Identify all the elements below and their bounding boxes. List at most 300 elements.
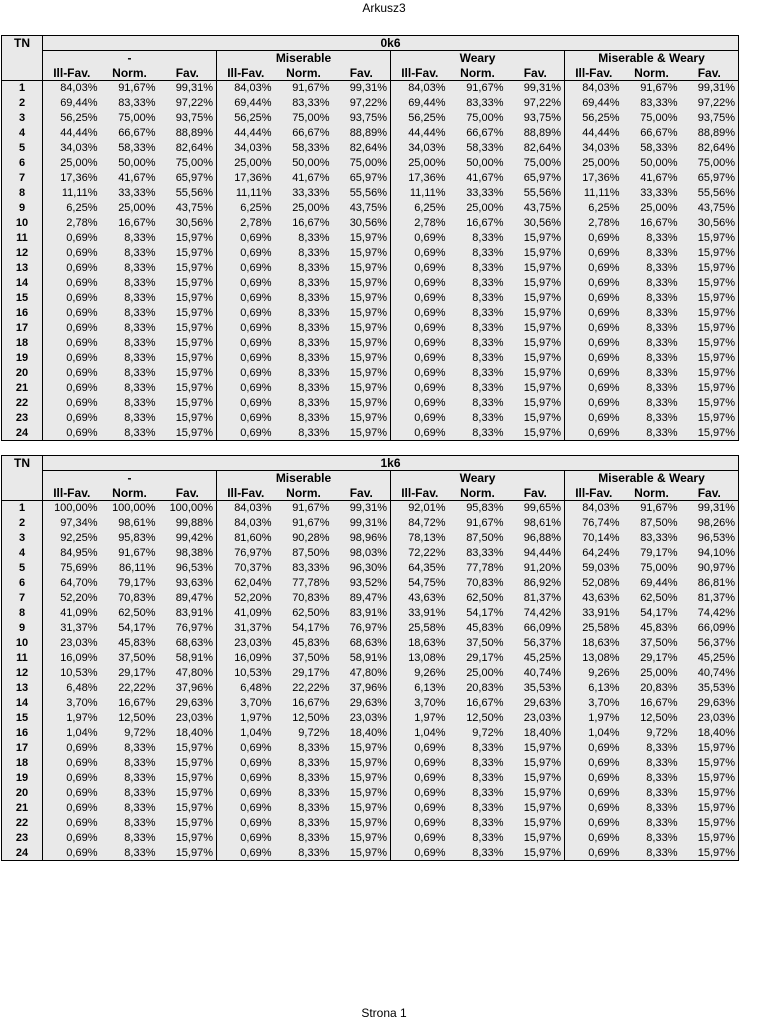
table-cell: 0,69% xyxy=(66,772,98,784)
table-cell: 8,33% xyxy=(298,232,330,244)
table-cell: 0,69% xyxy=(66,307,98,319)
table-cell: 69,44% xyxy=(640,577,678,589)
table-cell: 72,22% xyxy=(391,546,449,561)
table-cell: 0,69% xyxy=(66,787,98,799)
table-cell: 15,97% xyxy=(681,396,739,411)
table-cell: 15,97% xyxy=(349,742,387,754)
table-cell: 25,58% xyxy=(391,621,449,636)
table-cell: 65,97% xyxy=(175,172,213,184)
table-cell: 69,44% xyxy=(391,96,449,111)
table-cell: 58,33% xyxy=(640,142,678,154)
table-cell: 8,33% xyxy=(646,397,678,409)
table-cell: 8,33% xyxy=(124,382,156,394)
table-cell: 0,69% xyxy=(565,411,623,426)
table-cell: 62,50% xyxy=(292,607,330,619)
table-cell: 83,33% xyxy=(640,97,678,109)
table-cell: 15,97% xyxy=(175,367,213,379)
table-cell: 8,33% xyxy=(472,367,504,379)
row-number: 10 xyxy=(2,636,43,651)
table-cell: 22,22% xyxy=(292,682,330,694)
row-number: 12 xyxy=(2,666,43,681)
table-cell: 56,25% xyxy=(217,111,275,126)
table-cell: 8,33% xyxy=(275,846,333,861)
table-cell: 8,33% xyxy=(472,397,504,409)
table-row xyxy=(2,726,739,741)
row-number: 8 xyxy=(2,606,43,621)
page-footer: Strona 1 xyxy=(361,1006,407,1020)
table-cell: 30,56% xyxy=(349,217,387,229)
table-cell: 15,97% xyxy=(681,231,739,246)
table-cell: 58,91% xyxy=(175,652,213,664)
table-cell: 95,83% xyxy=(466,502,504,515)
table-cell: 47,80% xyxy=(175,667,213,679)
row-number: 10 xyxy=(2,216,43,231)
table-cell: 8,33% xyxy=(646,322,678,334)
table-cell: 84,03% xyxy=(217,501,275,516)
table-cell: 8,33% xyxy=(646,802,678,814)
table-cell: 15,97% xyxy=(523,412,561,424)
table-cell: 8,33% xyxy=(646,292,678,304)
table-cell: 45,83% xyxy=(118,637,156,649)
table-cell: 0,69% xyxy=(565,336,623,351)
table-cell: 29,63% xyxy=(681,696,739,711)
table-row xyxy=(2,156,739,171)
table-cell: 1,04% xyxy=(565,726,623,741)
row-number: 3 xyxy=(2,531,43,546)
table-cell: 0,69% xyxy=(391,246,449,261)
table-cell: 8,33% xyxy=(646,832,678,844)
table-cell: 56,37% xyxy=(681,636,739,651)
table-cell: 8,33% xyxy=(298,337,330,349)
table-cell: 15,97% xyxy=(175,832,213,844)
table-cell: 15,97% xyxy=(523,262,561,274)
table-cell: 45,25% xyxy=(523,652,561,664)
table-cell: 15,97% xyxy=(349,307,387,319)
table-cell: 16,09% xyxy=(217,651,275,666)
column-header: Ill-Fav. xyxy=(43,486,101,501)
table-cell: 29,63% xyxy=(349,697,387,709)
table-cell: 76,97% xyxy=(349,622,387,634)
table-cell: 54,17% xyxy=(118,622,156,634)
table-cell: 45,25% xyxy=(681,651,739,666)
row-number: 17 xyxy=(2,321,43,336)
table-cell: 8,33% xyxy=(124,817,156,829)
table-cell: 15,97% xyxy=(349,322,387,334)
table-cell: 1,97% xyxy=(217,711,275,726)
table-row xyxy=(2,801,739,816)
table-cell: 64,35% xyxy=(391,561,449,576)
row-number: 13 xyxy=(2,261,43,276)
table-cell: 15,97% xyxy=(523,817,561,829)
table-cell: 0,69% xyxy=(217,756,275,771)
table-cell: 93,75% xyxy=(349,112,387,124)
table-cell: 43,75% xyxy=(349,202,387,214)
table-cell: 96,88% xyxy=(523,532,561,544)
table-cell: 8,33% xyxy=(646,262,678,274)
table-row xyxy=(2,396,739,411)
table-cell: 8,33% xyxy=(472,277,504,289)
table-cell: 58,33% xyxy=(466,142,504,154)
title-row xyxy=(2,36,739,51)
table-cell: 2,78% xyxy=(217,216,275,231)
table-cell: 33,33% xyxy=(640,187,678,199)
table-cell: 0,69% xyxy=(391,261,449,276)
row-number: 23 xyxy=(2,831,43,846)
table-cell: 15,97% xyxy=(523,787,561,799)
table-cell: 0,69% xyxy=(391,231,449,246)
table-cell: 8,33% xyxy=(101,846,159,861)
table-cell: 6,25% xyxy=(217,201,275,216)
tn-header: TN xyxy=(2,456,43,501)
table-cell: 15,97% xyxy=(681,816,739,831)
table-cell: 16,67% xyxy=(640,217,678,229)
table-cell: 55,56% xyxy=(523,187,561,199)
table-cell: 8,33% xyxy=(275,426,333,441)
table-cell: 0,69% xyxy=(391,381,449,396)
table-cell: 25,00% xyxy=(640,667,678,679)
table-cell: 8,33% xyxy=(646,247,678,259)
table-cell: 15,97% xyxy=(349,412,387,424)
table-cell: 70,14% xyxy=(565,531,623,546)
table-cell: 15,97% xyxy=(175,397,213,409)
table-cell: 15,97% xyxy=(681,741,739,756)
table-cell: 15,97% xyxy=(681,411,739,426)
table-cell: 45,83% xyxy=(640,622,678,634)
table-cell: 23,03% xyxy=(175,712,213,724)
table-cell: 37,96% xyxy=(175,682,213,694)
table-cell: 8,33% xyxy=(472,262,504,274)
table-cell: 0,69% xyxy=(565,276,623,291)
table-cell: 76,97% xyxy=(175,622,213,634)
table-cell: 18,40% xyxy=(681,726,739,741)
table-cell: 99,31% xyxy=(349,517,387,529)
table-cell: 0,69% xyxy=(565,816,623,831)
group-header-row xyxy=(2,471,739,486)
table-cell: 13,08% xyxy=(391,651,449,666)
table-cell: 3,70% xyxy=(217,696,275,711)
table-row xyxy=(2,231,739,246)
table-cell: 20,83% xyxy=(466,682,504,694)
table-cell: 0,69% xyxy=(66,337,98,349)
table-cell: 8,33% xyxy=(646,352,678,364)
row-number: 2 xyxy=(2,96,43,111)
table-cell: 25,58% xyxy=(565,621,623,636)
column-header: Ill-Fav. xyxy=(43,66,101,81)
table-cell: 93,52% xyxy=(349,577,387,589)
table-cell: 0,69% xyxy=(66,247,98,259)
table-cell: 15,97% xyxy=(349,832,387,844)
table-cell: 56,25% xyxy=(565,111,623,126)
group-header: Miserable xyxy=(217,51,391,66)
table-cell: 75,00% xyxy=(523,157,561,169)
table-cell: 0,69% xyxy=(66,292,98,304)
table-cell: 25,00% xyxy=(118,202,156,214)
table-cell: 97,22% xyxy=(175,97,213,109)
table-cell: 0,69% xyxy=(565,831,623,846)
table-cell: 88,89% xyxy=(523,127,561,139)
column-header: Fav. xyxy=(333,486,391,501)
table-cell: 6,25% xyxy=(391,201,449,216)
table-row xyxy=(2,546,739,561)
table-cell: 86,92% xyxy=(523,577,561,589)
table-cell: 0,69% xyxy=(565,321,623,336)
table-cell: 0,69% xyxy=(217,351,275,366)
table-cell: 8,33% xyxy=(298,352,330,364)
column-header: Norm. xyxy=(275,486,333,501)
table-cell: 15,97% xyxy=(175,292,213,304)
row-number: 3 xyxy=(2,111,43,126)
table-cell: 11,11% xyxy=(391,186,449,201)
table-cell: 97,22% xyxy=(349,97,387,109)
table-cell: 15,97% xyxy=(523,382,561,394)
table-row xyxy=(2,666,739,681)
table-cell: 8,33% xyxy=(298,322,330,334)
table-cell: 12,50% xyxy=(292,712,330,724)
table-cell: 9,26% xyxy=(391,666,449,681)
table-cell: 11,11% xyxy=(217,186,275,201)
table-cell: 8,33% xyxy=(298,772,330,784)
table-cell: 8,33% xyxy=(472,292,504,304)
table-cell: 86,81% xyxy=(681,576,739,591)
table-cell: 91,67% xyxy=(292,82,330,95)
table-cell: 1,04% xyxy=(391,726,449,741)
table-cell: 25,00% xyxy=(217,156,275,171)
table-cell: 8,33% xyxy=(646,787,678,799)
table-cell: 66,67% xyxy=(118,127,156,139)
table-cell: 8,33% xyxy=(472,742,504,754)
table-row xyxy=(2,351,739,366)
table-cell: 15,97% xyxy=(523,757,561,769)
table-cell: 44,44% xyxy=(60,127,98,139)
table-cell: 44,44% xyxy=(217,126,275,141)
row-number: 9 xyxy=(2,201,43,216)
table-cell: 41,09% xyxy=(217,606,275,621)
table-cell: 91,67% xyxy=(640,502,678,515)
table-cell: 8,33% xyxy=(646,817,678,829)
table-cell: 2,78% xyxy=(565,216,623,231)
table-cell: 52,08% xyxy=(565,576,623,591)
table-cell: 20,83% xyxy=(640,682,678,694)
table-cell: 15,97% xyxy=(175,322,213,334)
table-cell: 12,50% xyxy=(640,712,678,724)
table-row xyxy=(2,321,739,336)
table-cell: 34,03% xyxy=(391,141,449,156)
table-cell: 0,69% xyxy=(565,351,623,366)
table-row xyxy=(2,276,739,291)
table-cell: 94,10% xyxy=(681,546,739,561)
table-cell: 99,88% xyxy=(175,517,213,529)
table-cell: 0,69% xyxy=(391,351,449,366)
table-cell: 0,69% xyxy=(391,801,449,816)
row-number: 14 xyxy=(2,276,43,291)
table-cell: 0,69% xyxy=(66,262,98,274)
table-cell: 83,33% xyxy=(640,532,678,544)
table-cell: 0,69% xyxy=(43,426,101,441)
table-cell: 8,33% xyxy=(623,846,681,861)
data-table-0k6 xyxy=(1,35,739,441)
table-cell: 8,33% xyxy=(646,367,678,379)
table-row xyxy=(2,771,739,786)
row-number: 19 xyxy=(2,351,43,366)
table-cell: 78,13% xyxy=(391,531,449,546)
table-cell: 8,33% xyxy=(124,292,156,304)
table-cell: 65,97% xyxy=(523,172,561,184)
column-header: Ill-Fav. xyxy=(391,486,449,501)
column-header: Ill-Fav. xyxy=(217,66,275,81)
table-cell: 25,00% xyxy=(466,202,504,214)
table-cell: 16,67% xyxy=(292,697,330,709)
table-cell: 88,89% xyxy=(349,127,387,139)
row-number: 17 xyxy=(2,741,43,756)
row-number: 14 xyxy=(2,696,43,711)
table-cell: 8,33% xyxy=(298,412,330,424)
table-cell: 15,97% xyxy=(523,292,561,304)
table-cell: 8,33% xyxy=(298,817,330,829)
table-row xyxy=(2,96,739,111)
column-header: Ill-Fav. xyxy=(391,66,449,81)
table-cell: 8,33% xyxy=(124,232,156,244)
table-cell: 29,17% xyxy=(466,652,504,664)
table-cell: 62,50% xyxy=(118,607,156,619)
table-cell: 84,95% xyxy=(60,547,98,559)
table-row xyxy=(2,786,739,801)
table-cell: 15,97% xyxy=(681,306,739,321)
column-header: Ill-Fav. xyxy=(565,486,623,501)
table-cell: 0,69% xyxy=(565,396,623,411)
table-cell: 15,97% xyxy=(175,337,213,349)
table-cell: 8,33% xyxy=(472,352,504,364)
row-number: 24 xyxy=(2,426,43,441)
table-cell: 83,91% xyxy=(175,607,213,619)
table-cell: 94,44% xyxy=(523,547,561,559)
table-cell: 15,97% xyxy=(523,832,561,844)
table-cell: 91,67% xyxy=(292,517,330,529)
table-cell: 3,70% xyxy=(565,696,623,711)
table-cell: 100,00% xyxy=(112,502,156,515)
table-cell: 9,72% xyxy=(472,727,504,739)
row-number: 21 xyxy=(2,801,43,816)
table-cell: 68,63% xyxy=(349,637,387,649)
table-cell: 83,33% xyxy=(118,97,156,109)
table-cell: 16,67% xyxy=(118,697,156,709)
table-cell: 15,97% xyxy=(681,291,739,306)
column-header: Ill-Fav. xyxy=(565,66,623,81)
table-cell: 79,17% xyxy=(118,577,156,589)
table-cell: 15,97% xyxy=(523,322,561,334)
row-number: 16 xyxy=(2,306,43,321)
table-cell: 92,01% xyxy=(391,501,449,516)
column-header: Fav. xyxy=(507,486,565,501)
table-cell: 15,97% xyxy=(175,352,213,364)
table-row xyxy=(2,696,739,711)
table-cell: 8,33% xyxy=(124,802,156,814)
table-cell: 6,48% xyxy=(66,682,98,694)
table-cell: 0,69% xyxy=(66,277,98,289)
table-cell: 81,37% xyxy=(681,591,739,606)
table-cell: 15,97% xyxy=(681,246,739,261)
table-cell: 17,36% xyxy=(391,171,449,186)
table-cell: 37,96% xyxy=(349,682,387,694)
table-cell: 91,67% xyxy=(292,502,330,515)
table-cell: 18,63% xyxy=(391,636,449,651)
table-cell: 8,33% xyxy=(449,846,507,861)
table-cell: 84,03% xyxy=(217,81,275,96)
table-cell: 30,56% xyxy=(681,216,739,231)
table-cell: 0,69% xyxy=(217,411,275,426)
table-cell: 64,70% xyxy=(60,577,98,589)
table-row xyxy=(2,126,739,141)
table-cell: 84,03% xyxy=(391,81,449,96)
table-cell: 15,97% xyxy=(523,397,561,409)
table-cell: 8,33% xyxy=(646,742,678,754)
table-cell: 96,30% xyxy=(349,562,387,574)
table-cell: 31,37% xyxy=(60,622,98,634)
table-cell: 0,69% xyxy=(391,846,449,861)
table-cell: 0,69% xyxy=(565,366,623,381)
table-cell: 15,97% xyxy=(681,261,739,276)
table-cell: 8,33% xyxy=(472,382,504,394)
table-cell: 86,11% xyxy=(119,562,156,574)
table-cell: 82,64% xyxy=(523,142,561,154)
table-cell: 83,33% xyxy=(292,562,330,574)
table-cell: 1,04% xyxy=(217,726,275,741)
table-cell: 0,69% xyxy=(391,426,449,441)
table-cell: 75,00% xyxy=(640,562,678,574)
table-cell: 99,31% xyxy=(349,82,387,95)
row-number: 22 xyxy=(2,816,43,831)
table-cell: 8,33% xyxy=(124,367,156,379)
table-cell: 0,69% xyxy=(391,411,449,426)
table-cell: 16,67% xyxy=(640,697,678,709)
table-cell: 37,50% xyxy=(292,652,330,664)
table-cell: 6,13% xyxy=(391,681,449,696)
column-header: Norm. xyxy=(101,66,159,81)
table-cell: 0,69% xyxy=(66,817,98,829)
table-cell: 0,69% xyxy=(565,246,623,261)
table-cell: 15,97% xyxy=(349,352,387,364)
table-cell: 56,25% xyxy=(60,112,98,124)
table-cell: 15,97% xyxy=(507,846,565,861)
table-cell: 15,97% xyxy=(333,846,391,861)
table-cell: 25,00% xyxy=(640,202,678,214)
table-cell: 70,37% xyxy=(217,561,275,576)
table-cell: 66,67% xyxy=(466,127,504,139)
table-cell: 41,67% xyxy=(292,172,330,184)
table-cell: 15,97% xyxy=(681,381,739,396)
table-cell: 8,33% xyxy=(472,247,504,259)
table-cell: 50,00% xyxy=(640,157,678,169)
table-row xyxy=(2,561,739,576)
table-cell: 90,97% xyxy=(681,561,739,576)
table-cell: 0,69% xyxy=(217,321,275,336)
table-cell: 8,33% xyxy=(298,832,330,844)
table-cell: 98,96% xyxy=(349,532,387,544)
table-cell: 70,83% xyxy=(118,592,156,604)
table-cell: 52,20% xyxy=(217,591,275,606)
table-cell: 58,91% xyxy=(349,652,387,664)
table-cell: 41,09% xyxy=(60,607,98,619)
table-cell: 75,00% xyxy=(118,112,156,124)
table-cell: 15,97% xyxy=(349,277,387,289)
table-cell: 0,69% xyxy=(217,366,275,381)
table-row xyxy=(2,846,739,861)
table-cell: 43,63% xyxy=(565,591,623,606)
table-row xyxy=(2,756,739,771)
table-cell: 2,78% xyxy=(391,216,449,231)
table-cell: 0,69% xyxy=(217,261,275,276)
table-cell: 87,50% xyxy=(640,517,678,529)
table-cell: 83,33% xyxy=(292,97,330,109)
